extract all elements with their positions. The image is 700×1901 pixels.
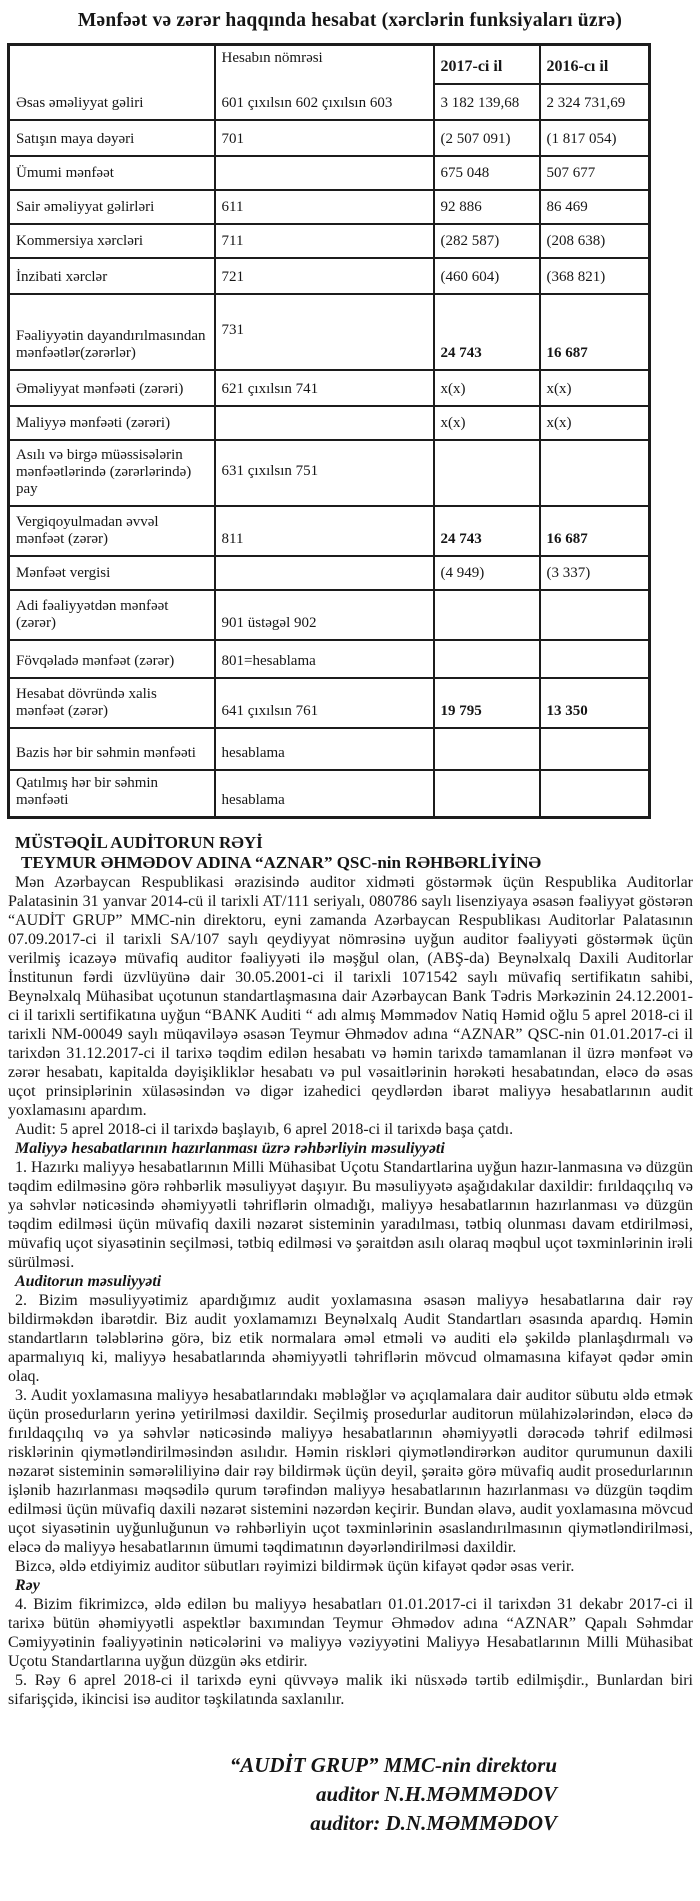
account-cell: 801=hesablama — [215, 640, 434, 678]
account-cell: hesablama — [215, 728, 434, 770]
report-title: MÜSTƏQİL AUDİTORUN RƏYİ — [15, 833, 263, 852]
row-label: Ümumi mənfəət — [9, 156, 215, 190]
signature-line-auditor-2: auditor: D.N.MƏMMƏDOV — [310, 1811, 557, 1835]
value-2016: 16 687 — [540, 506, 650, 556]
value-2017: x(x) — [434, 370, 540, 406]
table-row — [9, 770, 650, 818]
value-2017: 92 886 — [434, 190, 540, 224]
row-label: Bazis hər bir səhmin mənfəəti — [9, 728, 215, 770]
paragraph-5: 5. Rəy 6 aprel 2018-ci il tarixdə eyni qüvvəyə malik iki nüsxədə tərtib edilmişdir., Bunlardan biri sifarişçidə, ikincisi isə auditor təşkilatında saxlanılır. — [8, 1672, 693, 1708]
row-label: Fövqəladə mənfəət (zərər) — [9, 640, 215, 678]
account-cell: 621 çıxılsın 741 — [215, 370, 434, 406]
row-label: Qatılmış hər bir səhmin mənfəəti — [9, 770, 215, 818]
row-label: Kommersiya xərcləri — [9, 224, 215, 258]
value-2016: (1 817 054) — [540, 120, 650, 156]
value-2017 — [434, 728, 540, 770]
table-row — [9, 440, 650, 506]
value-2017: 24 743 — [434, 506, 540, 556]
table-row — [9, 728, 650, 770]
value-2016: (3 337) — [540, 556, 650, 590]
value-2016: 86 469 — [540, 190, 650, 224]
account-cell: 901 üstəgəl 902 — [215, 590, 434, 640]
table-row — [9, 506, 650, 556]
account-cell: 721 — [215, 258, 434, 294]
table-row — [9, 258, 650, 294]
account-cell: 811 — [215, 506, 434, 556]
account-cell: 641 çıxılsın 761 — [215, 678, 434, 728]
row-label: Əsas əməliyyat gəliri — [9, 45, 215, 121]
row-label: Əməliyyat mənfəəti (zərəri) — [9, 370, 215, 406]
value-2016 — [540, 640, 650, 678]
row-label: Mənfəət vergisi — [9, 556, 215, 590]
account-cell — [215, 156, 434, 190]
account-cell: hesablama — [215, 770, 434, 818]
table-row — [9, 556, 650, 590]
value-2017: 24 743 — [434, 294, 540, 370]
table-row — [9, 120, 650, 156]
value-2016 — [540, 440, 650, 506]
section-heading-management: Maliyyə hesabatlarının hazırlanması üzrə rəhbərliyin məsuliyyəti — [15, 1140, 445, 1157]
value-2017: (282 587) — [434, 224, 540, 258]
page-title: Mənfəət və zərər haqqında hesabat (xərclərin funksiyaları üzrə) — [77, 10, 623, 31]
report-addressee: TEYMUR ƏHMƏDOV ADINA “AZNAR” QSC-nin RƏHBƏRLİYİNƏ — [21, 853, 542, 872]
value-2017: 3 182 139,68 — [434, 84, 540, 120]
paragraph-intro: Mən Azərbaycan Respublikasi ərazisində auditor xidməti göstərmək üçün Respublika Auditorlar Palatasinin 31 yanvar 2014-cü il tarixli AT/111 seriyalı, 080786 saylı lisenziyaya əsasən fəaliyyət göstərən “AUDİT GRUP” MMC-nin direktoru, eyni zamanda Azərbaycan Respublikası Auditorlar Palatasının 07.09.2017-ci il tarixli SA/107 saylı qeydiyyat nömrəsinə uyğun auditor fəaliyyəti göstərmək üçün verilmiş icazəyə müvafiq auditor fəaliyyəti ilə məşğul olan, (ABŞ-da) Beynəlxalq Daxili Auditorlar İnstitunun fərdi üzvlüyünə dair 30.05.2001-ci il tarixli 1071542 saylı müvafiq sertifikatın sahibi, Beynəlxalq Mühasibat uçotunun standartlaşmasına dair Azərbaycan Bank Tədris Mərkəzinin 24.12.2001-ci il tarixli sertifikatına uyğun “BANK Auditi “ adı almış Məmmədov Natiq Həmid oğlu 5 aprel 2018-ci il tarixli NM-00049 saylı müqaviləyə əsasən Teymur Əhmədov adına “AZNAR” QSC-nin 01.01.2017-ci il tarixdən 31.12.2017-ci il tarixə təqdim edilən hesabatı və həmin tarixdə tamamlanan il üzrə mənfəət və zərər hesabatı, kapitalda dəyişikliklər hesabatı və pul vəsaitlərinin hərəkəti hesabatından, eləcə də əsas uçot prinsiplərinin xülasəsindən və digər izahedici qeydlərdən ibarət maliyyə hesabatlarının audit yoxlamasını apardım. — [8, 874, 693, 1119]
signature-block — [0, 1751, 700, 1838]
account-cell — [215, 406, 434, 440]
row-label: Adi fəaliyyətdən mənfəət (zərər) — [9, 590, 215, 640]
paragraph-3: 3. Audit yoxlamasına maliyyə hesabatlarındakı məbləğlər və açıqlamalara dair auditor sübutu əldə etmək üçün prosedurların yerinə yetirilməsi daxildir. Seçilmiş prosedurlar auditorun mülahizələrindən, eləcə də fırıldaqçılıq və ya səhvlər nəticəsində maliyyə hesabatlarının əhəmiyyətli dərəcədə təhrif edilməsi risklərinin qiymətləndirilməsindən asılıdır. Həmin riskləri qiymətləndirərkən auditor qurumunun daxili nəzarət sisteminin səmərəliliyinə dair rəy bildirmək üçün deyil, şəraitə görə müvafiq audit prosedurlarının işlənib hazırlanması məqsədilə qurum tərəfindən maliyyə hesabatlarının hazırlanması və düzgün təqdim edilməsi üçün müvafiq daxili nəzarət sistemini nəzərdən keçirir. Bundan əlavə, audit yoxlamasına mövcud uçot siyasətinin uyğunluğunun və rəhbərliyin uçot təxminlərinin əsaslandırılmasının qiymətləndirilməsi, eləcə də maliyyə hesabatlarının ümumi təqdimatının dəyərləndirilməsi daxildir. — [8, 1387, 693, 1556]
account-cell: 711 — [215, 224, 434, 258]
paragraph-sufficient: Bizcə, əldə etdiyimiz auditor sübutları rəyimizi bildirmək üçün kifayət qədər əsas verir. — [15, 1558, 575, 1575]
value-2017 — [434, 590, 540, 640]
value-2016: x(x) — [540, 406, 650, 440]
value-2016 — [540, 728, 650, 770]
row-label: Hesabat dövründə xalis mənfəət (zərər) — [9, 678, 215, 728]
value-2016: x(x) — [540, 370, 650, 406]
value-2016: (368 821) — [540, 258, 650, 294]
value-2017 — [434, 640, 540, 678]
table-row — [9, 156, 650, 190]
table-row — [9, 190, 650, 224]
row-label: İnzibati xərclər — [9, 258, 215, 294]
value-2016 — [540, 590, 650, 640]
value-2016: 13 350 — [540, 678, 650, 728]
account-number-header: Hesabın nömrəsi — [221, 50, 323, 66]
paragraph-audit-dates: Audit: 5 aprel 2018-ci il tarixdə başlayıb, 6 aprel 2018-ci il tarixdə başa çatdı. — [15, 1121, 514, 1138]
account-cell: 731 — [215, 294, 434, 370]
value-2017: (2 507 091) — [434, 120, 540, 156]
table-row — [9, 224, 650, 258]
account-header-cell — [215, 45, 434, 121]
value-2016 — [540, 770, 650, 818]
section-heading-opinion: Rəy — [15, 1577, 40, 1594]
year-2017-header: 2017-ci il — [434, 45, 540, 85]
value-2016: (208 638) — [540, 224, 650, 258]
value-2017: x(x) — [434, 406, 540, 440]
signature-line-company: “AUDİT GRUP” MMC-nin direktoru — [229, 1753, 557, 1777]
paragraph-4: 4. Bizim fikrimizcə, əldə edilən bu maliyyə hesabatları 01.01.2017-ci il tarixdən 31 dekabr 2017-ci il tarixə bütün əhəmiyyətli aspektlər baxımından Teymur Əhmədov adına “AZNAR” Qapalı Səhmdar Cəmiyyətinin fəaliyyətinin nəticələrini və maliyyə vəziyyətini Maliyyə Hesabatlarının Milli Mühasibat Uçotu Standartlarına uyğun düzgün əks etdirir. — [8, 1596, 693, 1670]
value-2017: (4 949) — [434, 556, 540, 590]
table-row — [9, 406, 650, 440]
section-heading-auditor: Auditorun məsuliyyəti — [15, 1273, 162, 1290]
value-2016: 16 687 — [540, 294, 650, 370]
row-label: Asılı və birgə müəssisələrin mənfəətlərində (zərərlərində) pay — [9, 440, 215, 506]
auditor-report — [0, 833, 700, 1709]
paragraph-1: 1. Hazırkı maliyyə hesabatlarının Milli Mühasibat Uçotu Standartlarina uyğun hazır-lanmasına və düzgün təqdim edilməsinə görə rəhbərlik məsuliyyət daşıyır. Bu məsuliyyətə aşağıdakılar daxildir: fırıldaqçılıq və ya səhvlər nəticəsində əhəmiyyətli təhriflərin olmadığı, maliyyə hesabatlarının hazırlanması və düzgün təqdim edilməsi üçün müvafiq daxili nəzarət sisteminin yaradılması, tətbiq olunması davam etdirilməsi, müvafiq uçot siyasətinin seçilməsi, tətbiq edilməsi və şəraitdən asılı olaraq məqbul uçot təxminlərinin irəli sürülməsi. — [8, 1159, 693, 1271]
account-cell: 611 — [215, 190, 434, 224]
account-cell: 601 çıxılsın 602 çıxılsın 603 — [221, 95, 393, 111]
table-row — [9, 678, 650, 728]
value-2017: (460 604) — [434, 258, 540, 294]
table-row — [9, 640, 650, 678]
value-2017: 19 795 — [434, 678, 540, 728]
row-label: Fəaliyyətin dayandırılmasından mənfəətlər(zərərlər) — [9, 294, 215, 370]
value-2017 — [434, 440, 540, 506]
value-2016: 2 324 731,69 — [540, 84, 650, 120]
table-row — [9, 590, 650, 640]
table-row — [9, 370, 650, 406]
account-cell: 631 çıxılsın 751 — [215, 440, 434, 506]
value-2017 — [434, 770, 540, 818]
table-header-row — [9, 45, 650, 85]
row-label: Vergiqoyulmadan əvvəl mənfəət (zərər) — [9, 506, 215, 556]
paragraph-2: 2. Bizim məsuliyyətimiz apardığımız audit yoxlamasına əsasən maliyyə hesabatlarına dair rəy bildirməkdən ibarətdir. Biz audit yoxlamamızı Beynəlxalq Audit Standartları əsasında apardıq. Həmin standartların tələblərinə görə, biz etik normalara əməl etməli və auditi elə şəkildə planlaşdırmalı və aparmalıyıq ki, maliyyə hesabatlarında əhəmiyyətli təhriflərin mövcud olmamasına kifayət qədər əmin olaq. — [8, 1292, 693, 1385]
year-2016-header: 2016-cı il — [540, 45, 650, 85]
row-label: Satışın maya dəyəri — [9, 120, 215, 156]
profit-loss-table — [7, 43, 651, 819]
account-cell: 701 — [215, 120, 434, 156]
account-cell — [215, 556, 434, 590]
value-2016: 507 677 — [540, 156, 650, 190]
value-2017: 675 048 — [434, 156, 540, 190]
row-label: Sair əməliyyat gəlirləri — [9, 190, 215, 224]
signature-line-auditor-1: auditor N.H.MƏMMƏDOV — [316, 1782, 557, 1806]
table-row — [9, 294, 650, 370]
row-label: Maliyyə mənfəəti (zərəri) — [9, 406, 215, 440]
